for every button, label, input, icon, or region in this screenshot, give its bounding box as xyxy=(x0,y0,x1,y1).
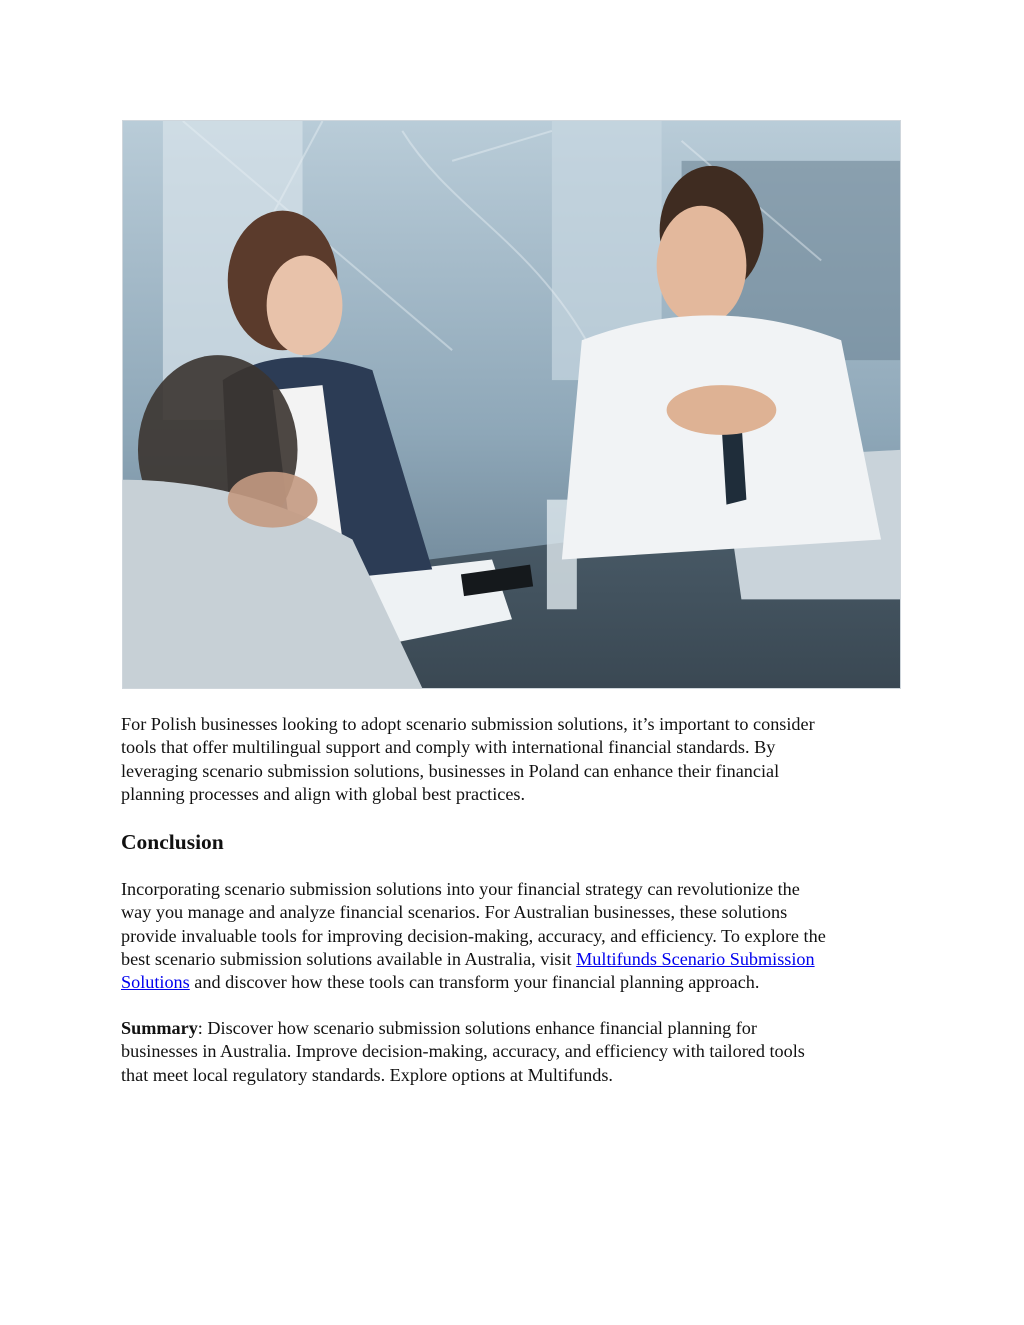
paragraph-line: that meet local regulatory standards. Explore options at Multifunds. xyxy=(121,1064,613,1085)
line-text: and discover how these tools can transform your financial planning approach. xyxy=(189,972,760,993)
summary-paragraph xyxy=(121,1017,911,1087)
paragraph-line: Incorporating scenario submission solutions into your financial strategy can revolutionize the xyxy=(121,879,800,899)
paragraph-line: way you manage and analyze financial scenarios. For Australian businesses, these solutions xyxy=(121,902,788,923)
line-text: best scenario submission solutions available in Australia, visit xyxy=(121,948,577,969)
business-meeting-photo xyxy=(122,120,901,689)
intro-paragraph xyxy=(121,713,911,806)
paragraph-line xyxy=(121,948,911,971)
paragraph-line: provide invaluable tools for improving decision-making, accuracy, and efficiency. To explore the xyxy=(121,925,826,946)
paragraph-line: For Polish businesses looking to adopt scenario submission solutions, it’s important to consider xyxy=(121,714,815,734)
conclusion-paragraph xyxy=(121,878,911,994)
multifunds-link-part2[interactable]: Solutions xyxy=(121,972,190,993)
paragraph-line xyxy=(121,1017,911,1040)
paragraph-line: leveraging scenario submission solutions, businesses in Poland can enhance their financial xyxy=(121,760,780,781)
photo-illustration xyxy=(123,121,900,688)
conclusion-heading: Conclusion xyxy=(121,830,224,854)
paragraph-line: planning processes and align with global best practices. xyxy=(121,783,526,804)
paragraph-line xyxy=(121,971,911,994)
paragraph-line: businesses in Australia. Improve decision-making, accuracy, and efficiency with tailored tools xyxy=(121,1041,805,1062)
multifunds-link-part1[interactable]: Multifunds Scenario Submission xyxy=(576,948,815,969)
summary-label: Summary xyxy=(121,1018,198,1038)
line-text: : Discover how scenario submission solutions enhance financial planning for xyxy=(197,1018,757,1038)
paragraph-line: tools that offer multilingual support and comply with international financial standards. By xyxy=(121,737,776,758)
